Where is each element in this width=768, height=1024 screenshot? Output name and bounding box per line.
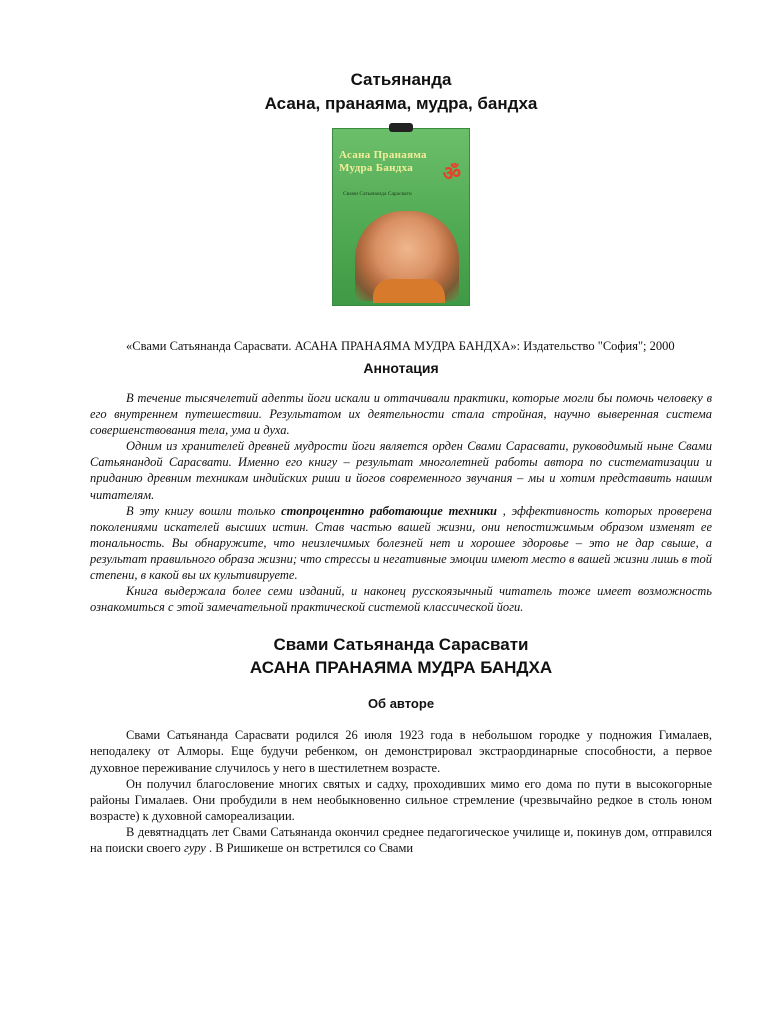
about-author-heading: Об авторе [367, 696, 435, 712]
about-author-text [90, 727, 712, 856]
italic-term: гуру [183, 840, 206, 855]
publisher-logo [389, 123, 413, 132]
book-title-heading: Асана, пранаяма, мудра, бандха [264, 94, 538, 113]
annotation-paragraph: В эту книгу вошли только стопроцентно работающие техники , эффективность которых проверена поколениями искателей высших истин. Став частью вашей жизни, они непостижимым образом изменят ее тональность. Вы обнаружите, что неизлечимых болезней нет и хорошее здоровье – это не дар свыше, а результат правильного образа жизни; что стрессы и негативные эмоции имеют место в вашей жизни лишь в той степени, в какой вы их культивируете. [90, 503, 712, 583]
author-robe [373, 279, 445, 303]
about-paragraph: В девятнадцать лет Свами Сатьянанда окончил среднее педагогическое училище и, покинув дом, отправился на поиски своего гуру . В Ришикеше он встретился со Свами [90, 824, 712, 855]
book-cover-image [332, 128, 470, 306]
om-icon: ॐ [442, 161, 461, 185]
annotation-paragraph: Книга выдержала более семи изданий, и наконец русскоязычный читатель тоже имеет возможность ознакомиться с этой замечательной практической системой классической йоги. [90, 584, 712, 615]
book-author-heading: Сатьянанда [350, 70, 452, 89]
publication-info: «Свами Сатьянанда Сарасвати. АСАНА ПРАНАЯМА МУДРА БАНДХА»: Издательство "София"; 2000 [126, 339, 675, 353]
book-heading-block [90, 633, 712, 679]
annotation-heading: Аннотация [363, 360, 439, 376]
emphasis-text: стопроцентно работающие техники [281, 503, 497, 518]
document-page [90, 0, 712, 856]
cover-author: Свами Сатьянанда Сарасвати [343, 191, 412, 197]
annotation-paragraph: Одним из хранителей древней мудрости йоги является орден Свами Сарасвати, руководимый ныне Свами Сатьянандой Сарасвати. Именно его книгу – результат многолетней работы автора по систематизации и приданию древним техникам индийских риши и йогов современного звучания – мы и хотим представить нашим читателям. [90, 439, 712, 502]
about-paragraph: Он получил благословение многих святых и садху, проходивших мимо его дома по пути в высокогорные районы Гималаев. Они пробудили в нем необыкновенно сильное стремление (чрезвычайно редкое в столь юном возрасте) к духовной самореализации. [90, 776, 712, 823]
cover-title: Асана Пранаяма Мудра Бандха [339, 149, 427, 174]
about-paragraph: Свами Сатьянанда Сарасвати родился 26 июля 1923 года в небольшом городке у подножия Гималаев, неподалеку от Алморы. Еще будучи ребенком, он демонстрировал экстраординарные способности, а первое духовное переживание случилось у него в шестилетнем возрасте. [90, 728, 712, 775]
annotation-paragraph: В течение тысячелетий адепты йоги искали и оттачивали практики, которые могли бы помочь человеку в его внутреннем путешествии. Результатом их деятельности стала стройная, научно выверенная система совершенствования тела, ума и духа. [90, 391, 712, 438]
annotation-text [90, 390, 712, 615]
header-block [90, 68, 712, 116]
book-main-title: АСАНА ПРАНАЯМА МУДРА БАНДХА [249, 658, 553, 678]
book-author-title: Свами Сатьянанда Сарасвати [273, 635, 529, 655]
